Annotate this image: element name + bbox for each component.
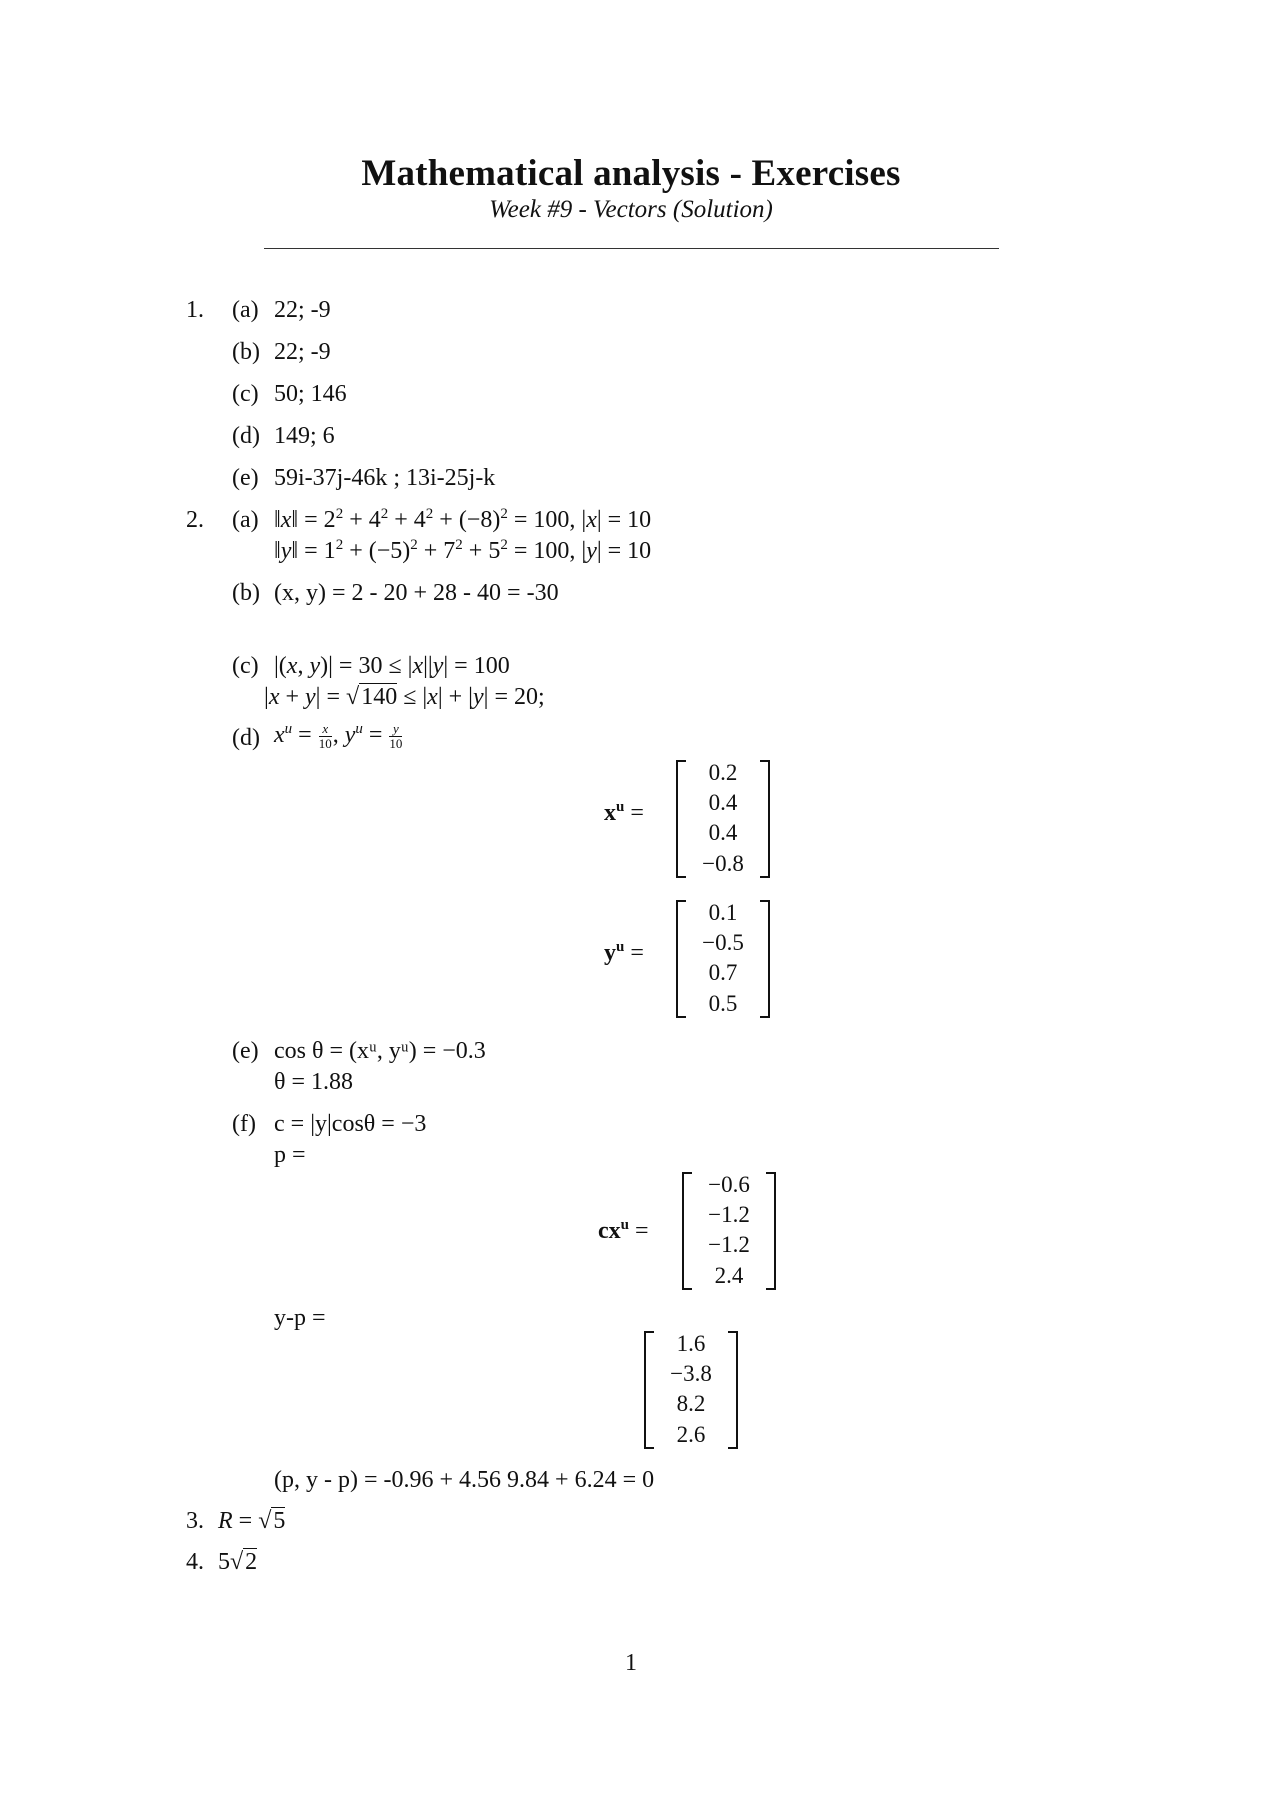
q2c-cauchy-schwarz: |(x, y)| = 30 ≤ |x||y| = 100 (274, 653, 510, 679)
page-title: Mathematical analysis - Exercises (361, 153, 901, 194)
q1-answer: 22; -9 (274, 339, 331, 365)
ymp-matrix (644, 1331, 738, 1449)
q2a-norm-y: ‖y‖ = $1^2 + (-5)^2 + 7^2 + 5^2 = 100$, |y| = 10 (274, 537, 652, 564)
q4-coefficient: 5 (218, 1549, 230, 1575)
question-1-number: 1. (186, 297, 204, 323)
xu-label: $x^u$ = (604, 799, 644, 826)
cxu-label: $cx^u$ = (598, 1217, 649, 1244)
matrix-entry: −0.5 (702, 930, 744, 955)
question-4-number: 4. (186, 1549, 204, 1575)
matrix-entry: −0.6 (708, 1172, 750, 1197)
matrix-entry: 0.1 (708, 900, 738, 925)
matrix-entry: 2.4 (714, 1263, 744, 1288)
q2e-cosine: cos θ = (xᵘ, yᵘ) = −0.3 (274, 1038, 486, 1064)
q2c-triangle: |x + y| = √140 ≤ |x| + |y| = 20; (264, 684, 545, 710)
matrix-entry: −1.2 (708, 1202, 750, 1227)
q2a-label: (a) (232, 507, 259, 533)
q1-item-label: (e) (232, 465, 259, 491)
page-number: 1 (625, 1650, 637, 1676)
q2f-label: (f) (232, 1111, 256, 1137)
q2b-label: (b) (232, 580, 260, 606)
xu-matrix (676, 760, 770, 878)
q2e-angle: θ = 1.88 (274, 1069, 354, 1095)
q2f-orthogonality: (p, y - p) = -0.96 + 4.56 9.84 + 6.24 = 0 (274, 1467, 655, 1493)
question-3-number: 3. (186, 1508, 204, 1534)
q1-item-label: (a) (232, 297, 259, 323)
q1-answer: 22; -9 (274, 297, 331, 323)
matrix-entry: 0.2 (708, 760, 738, 785)
q3-answer: R = √5 (218, 1508, 286, 1534)
q2f-p-label: p = (274, 1142, 306, 1168)
q2f-ymp-label: y-p = (274, 1305, 326, 1331)
q1-item-label: (b) (232, 339, 260, 365)
matrix-entry: 1.6 (676, 1331, 706, 1356)
q1-item-label: (d) (232, 423, 260, 449)
q2b-answer: (x, y) = 2 - 20 + 28 - 40 = -30 (274, 580, 559, 606)
q3-radicand: 5 (273, 1508, 286, 1534)
matrix-entry: 8.2 (676, 1391, 706, 1416)
cxu-matrix (682, 1172, 776, 1290)
q1-answer: 149; 6 (274, 423, 335, 449)
header-rule (264, 248, 999, 249)
matrix-entry: −3.8 (670, 1361, 712, 1386)
q2d-label: (d) (232, 725, 260, 751)
q1-answer: 50; 146 (274, 381, 347, 407)
matrix-entry: 0.5 (708, 991, 738, 1016)
q1-item-label: (c) (232, 381, 259, 407)
matrix-entry: 0.4 (708, 820, 738, 845)
page-subtitle: Week #9 - Vectors (Solution) (489, 196, 773, 223)
q4-answer: 5√2 (218, 1549, 258, 1575)
yu-matrix (676, 900, 770, 1018)
matrix-entry: −0.8 (702, 851, 744, 876)
q2f-scalar: c = |y|cosθ = −3 (274, 1111, 427, 1137)
matrix-entry: 2.6 (676, 1422, 706, 1447)
q2c-label: (c) (232, 653, 259, 679)
q1-answer: 59i-37j-46k ; 13i-25j-k (274, 465, 496, 491)
q2a-norm-x: ‖x‖ = $2^2 + 4^2 + 4^2 + (-8)^2 = 100$, |x| = 10 (274, 506, 652, 533)
matrix-entry: 0.7 (708, 960, 738, 985)
q2d-unit-vectors: $x^u$ = $\frac{x}{10}$ , $y^u$ = $\frac{y}{10}$ (274, 721, 403, 751)
q2e-label: (e) (232, 1038, 259, 1064)
q4-radicand: 2 (245, 1549, 258, 1575)
matrix-entry: 0.4 (708, 790, 738, 815)
question-2-number: 2. (186, 507, 204, 533)
matrix-entry: −1.2 (708, 1232, 750, 1257)
yu-label: $y^u$ = (604, 939, 644, 966)
